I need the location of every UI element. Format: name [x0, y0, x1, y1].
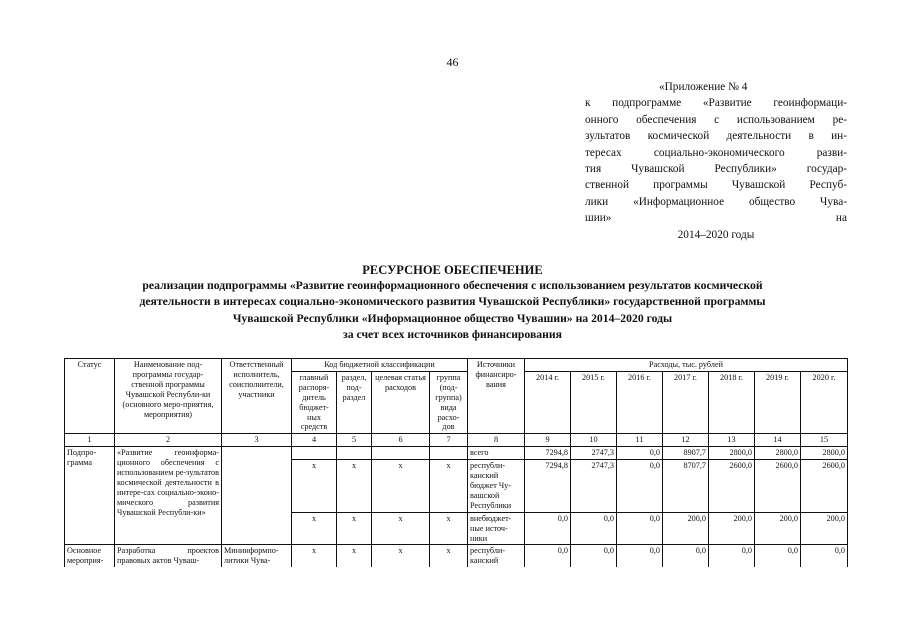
- header-code-sub: раздел, под-раздел: [337, 371, 372, 433]
- header-expenses: Расходы, тыс. рублей: [525, 359, 848, 372]
- value-cell: 8907,7: [663, 447, 709, 460]
- header-year: 2016 г.: [617, 371, 663, 433]
- code-cell: [430, 447, 468, 460]
- column-number: 9: [525, 434, 571, 447]
- header-status: Статус: [65, 359, 115, 434]
- header-budget-code: Код бюджетной классификации: [292, 359, 468, 372]
- header-year: 2019 г.: [755, 371, 801, 433]
- column-number: 14: [755, 434, 801, 447]
- value-cell: 0,0: [617, 512, 663, 545]
- value-cell: 0,0: [571, 512, 617, 545]
- column-number: 13: [709, 434, 755, 447]
- code-cell: x: [372, 545, 430, 567]
- value-cell: 2747,3: [571, 447, 617, 460]
- value-cell: 0,0: [617, 545, 663, 567]
- code-cell: x: [292, 512, 337, 545]
- status-cell: Подпро-грамма: [65, 447, 115, 545]
- source-cell: всего: [468, 447, 525, 460]
- value-cell: 2600,0: [801, 460, 848, 513]
- appendix-line: тересах социально-экономического разви-: [585, 146, 847, 159]
- value-cell: 0,0: [801, 545, 848, 567]
- column-number: 2: [115, 434, 222, 447]
- status-cell: Основное мероприя-: [65, 545, 115, 567]
- header-year: 2014 г.: [525, 371, 571, 433]
- value-cell: 0,0: [663, 545, 709, 567]
- value-cell: 200,0: [755, 512, 801, 545]
- name-cell: Разработка проектов правовых актов Чуваш-: [115, 545, 222, 567]
- document-heading: [0, 262, 905, 343]
- appendix-line: лики «Информационное общество Чува-: [585, 195, 847, 208]
- source-cell: внебюджет-ные источ-ники: [468, 512, 525, 545]
- value-cell: 0,0: [617, 447, 663, 460]
- header-year: 2018 г.: [709, 371, 755, 433]
- appendix-line: ственной программы Чувашской Респуб-: [585, 179, 847, 192]
- header-code-sub: главный распоря-дитель бюджет-ных средств: [292, 371, 337, 433]
- appendix-line: шии» на: [585, 212, 847, 225]
- column-number: 7: [430, 434, 468, 447]
- appendix-line: зультатов космической деятельности в ин-: [585, 130, 847, 143]
- value-cell: 2600,0: [709, 460, 755, 513]
- value-cell: 2800,0: [755, 447, 801, 460]
- code-cell: x: [337, 545, 372, 567]
- appendix-years: 2014–2020 годы: [677, 228, 755, 241]
- code-cell: x: [337, 460, 372, 513]
- page-number: 46: [446, 55, 459, 69]
- column-number: 12: [663, 434, 709, 447]
- value-cell: 2800,0: [801, 447, 848, 460]
- appendix-title: «Приложение № 4: [659, 81, 748, 93]
- heading-title: РЕСУРСНОЕ ОБЕСПЕЧЕНИЕ: [362, 263, 543, 277]
- appendix-line: тия Чувашской Республики» государ-: [585, 163, 847, 176]
- value-cell: 0,0: [755, 545, 801, 567]
- header-row: [65, 359, 848, 372]
- value-cell: 0,0: [709, 545, 755, 567]
- value-cell: 2800,0: [709, 447, 755, 460]
- code-cell: x: [430, 545, 468, 567]
- header-year: 2015 г.: [571, 371, 617, 433]
- name-cell: «Развитие геоинформа-ционного обеспечения с использованием ре-зультатов космической деятельности в интере-сах социально-эконо-мического развития Чувашской Республи-ки»: [115, 447, 222, 545]
- heading-line: Чувашской Республики «Информационное общество Чувашии» на 2014–2020 годы: [232, 311, 673, 325]
- heading-line: деятельности в интересах социально-экономического развития Чувашской Республики» государственной программы: [139, 295, 766, 309]
- code-cell: x: [430, 512, 468, 545]
- header-code-sub: группа (под-группа) вида расхо-дов: [430, 371, 468, 433]
- source-cell: республи-канский бюджет Чу-вашской Республики: [468, 460, 525, 513]
- header-executor: Ответственный исполнитель, соисполнители, участники: [222, 359, 292, 434]
- source-cell: республи-канский: [468, 545, 525, 567]
- executor-cell: Мининформпо-литики Чува-: [222, 545, 292, 567]
- heading-line: реализации подпрограммы «Развитие геоинформационного обеспечения с использованием результатов космической: [142, 279, 763, 293]
- code-cell: x: [292, 545, 337, 567]
- value-cell: 0,0: [617, 460, 663, 513]
- code-cell: [372, 447, 430, 460]
- header-name: Наименование под-программы государ-ственной программы Чувашской Республи-ки (основного меро-приятия, мероприятия): [115, 359, 222, 434]
- value-cell: 0,0: [525, 512, 571, 545]
- appendix-line: онного обеспечения с использованием ре-: [585, 113, 847, 126]
- header-code-sub: целевая статья расходов: [372, 371, 430, 433]
- column-number: 1: [65, 434, 115, 447]
- resource-table: [64, 358, 848, 567]
- executor-cell: [222, 447, 292, 545]
- value-cell: 7294,8: [525, 460, 571, 513]
- column-number: 5: [337, 434, 372, 447]
- column-number-row: [65, 434, 848, 447]
- code-cell: [337, 447, 372, 460]
- column-number: 8: [468, 434, 525, 447]
- code-cell: x: [372, 460, 430, 513]
- column-number: 6: [372, 434, 430, 447]
- table-row: [65, 447, 848, 460]
- column-number: 4: [292, 434, 337, 447]
- value-cell: 2600,0: [755, 460, 801, 513]
- heading-line: за счет всех источников финансирования: [343, 327, 562, 341]
- value-cell: 2747,3: [571, 460, 617, 513]
- value-cell: 200,0: [663, 512, 709, 545]
- code-cell: x: [372, 512, 430, 545]
- column-number: 11: [617, 434, 663, 447]
- column-number: 15: [801, 434, 848, 447]
- header-sources: Источники финансиро-вания: [468, 359, 525, 434]
- value-cell: 0,0: [571, 545, 617, 567]
- appendix-line: к подпрограмме «Развитие геоинформаци-: [585, 97, 847, 110]
- column-number: 3: [222, 434, 292, 447]
- column-number: 10: [571, 434, 617, 447]
- code-cell: x: [292, 460, 337, 513]
- value-cell: 7294,8: [525, 447, 571, 460]
- value-cell: 8707,7: [663, 460, 709, 513]
- code-cell: [292, 447, 337, 460]
- header-year: 2020 г.: [801, 371, 848, 433]
- value-cell: 200,0: [801, 512, 848, 545]
- value-cell: 200,0: [709, 512, 755, 545]
- code-cell: x: [337, 512, 372, 545]
- header-year: 2017 г.: [663, 371, 709, 433]
- appendix-note: [585, 79, 847, 243]
- table-row: [65, 545, 848, 567]
- value-cell: 0,0: [525, 545, 571, 567]
- code-cell: x: [430, 460, 468, 513]
